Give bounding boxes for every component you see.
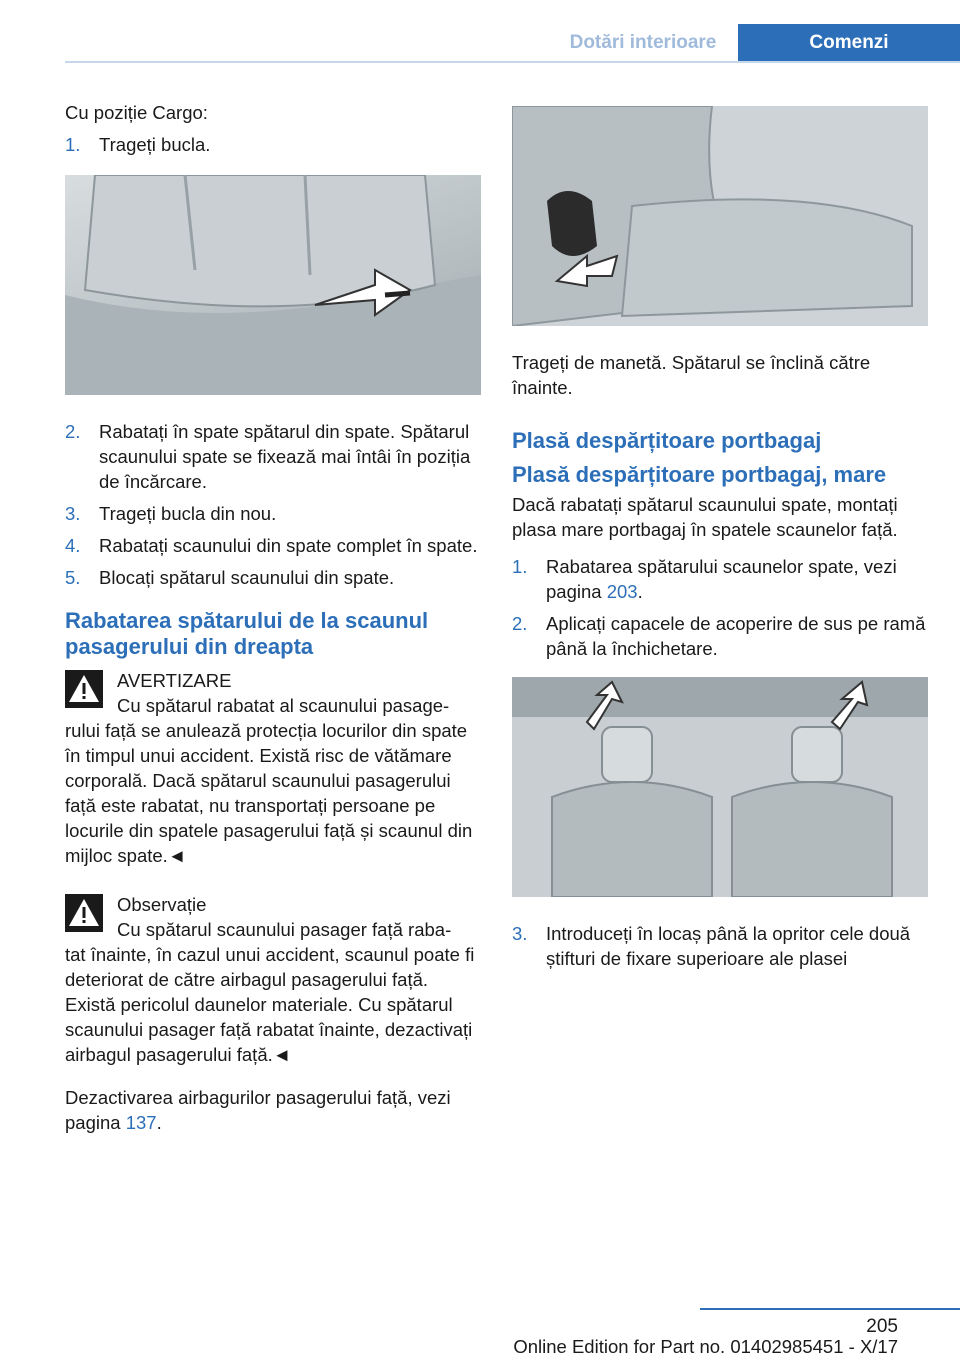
warning-icon bbox=[65, 670, 103, 708]
step-text: Rabatați scaunului din spate complet în spate. bbox=[99, 535, 478, 556]
left-column bbox=[65, 100, 483, 1135]
step-number: 1. bbox=[512, 556, 528, 577]
header-divider bbox=[65, 61, 960, 63]
cargo-intro: Cu poziție Cargo: bbox=[65, 102, 208, 123]
warning-text-first: Cu spătarul rabatat al scaunului pasage- bbox=[117, 695, 450, 716]
airbag-reference bbox=[65, 1085, 483, 1135]
list-item bbox=[65, 501, 483, 526]
list-item bbox=[512, 611, 930, 661]
step-text: Trageți bucla din nou. bbox=[99, 503, 277, 524]
warning-block bbox=[65, 668, 483, 868]
rear-seat-loop-illustration bbox=[65, 175, 481, 395]
notice-text: tat înainte, în cazul unui accident, scaunul poate fi deteriorat de către airbagul pasagerului față. Există pericolul daunelor materiale. Cu spătarul scaunului pasager față rabatat înainte, dezactivați airbagul pasagerului față.◄ bbox=[65, 944, 475, 1065]
right-column bbox=[512, 106, 930, 978]
step-text: Rabatați în spate spătarul din spate. Spătarul scaunului spate se fixează mai întâi în poziția de încărcare. bbox=[99, 421, 471, 492]
tab-dotari-interioare[interactable]: Dotări interioare bbox=[569, 32, 717, 53]
warning-text: rului față se anulează protecția locurilor din spate în timpul unui accident. Există risc de vătămare corporală. Dacă spătarul scaunului pasagerului față este rabatat, nu transportați persoane pe locurile din spatele pasagerului față și scaunul din mijloc spate.◄ bbox=[65, 720, 473, 866]
step-number: 5. bbox=[65, 567, 81, 588]
section-heading: Rabatarea spătarului de la scaunul pasagerului din dreapta bbox=[65, 608, 429, 659]
cargo-net-illustration bbox=[512, 677, 928, 897]
step-text: Introduceți în locaș până la opritor cele două știfturi de fixare superioare ale plasei bbox=[546, 923, 911, 969]
step-text: Blocați spătarul scaunului din spate. bbox=[99, 567, 395, 588]
footer-divider bbox=[700, 1308, 960, 1310]
seat-lever-illustration bbox=[512, 106, 928, 326]
section-heading: Plasă despărțitoare portbagaj bbox=[512, 428, 822, 453]
step-number: 4. bbox=[65, 535, 81, 556]
step-text-body: Rabatarea spătarului scaunelor spate, vezi pagina bbox=[546, 556, 897, 602]
list-item bbox=[65, 565, 483, 590]
list-item bbox=[512, 921, 930, 971]
step-number: 3. bbox=[512, 923, 528, 944]
step-number: 3. bbox=[65, 503, 81, 524]
step-text: Aplicați capacele de acoperire de sus pe ramă până la închichetare. bbox=[546, 613, 926, 659]
warning-icon bbox=[65, 894, 103, 932]
airbag-reference-text: Dezactivarea airbagurilor pasagerului față, vezi pagina bbox=[65, 1087, 451, 1133]
step-number: 2. bbox=[65, 421, 81, 442]
notice-text-first: Cu spătarul scaunului pasager față raba- bbox=[117, 919, 452, 940]
steps-list bbox=[65, 419, 483, 590]
step-text bbox=[546, 554, 930, 604]
page-number: 205 bbox=[866, 1316, 898, 1337]
airbag-reference-end: . bbox=[156, 1112, 162, 1133]
net-intro: Dacă rabatați spătarul scaunului spate, montați plasa mare portbagaj în spatele scaunelor față. bbox=[512, 494, 898, 540]
step-text: Trageți bucla. bbox=[99, 134, 211, 155]
step-number: 1. bbox=[65, 134, 81, 155]
notice-title: Observație bbox=[117, 894, 207, 915]
lever-caption: Trageți de manetă. Spătarul se înclină către înainte. bbox=[512, 352, 871, 398]
page-link-137[interactable]: 137 bbox=[125, 1112, 157, 1133]
edition-footer: Online Edition for Part no. 01402985451 - X/17 bbox=[513, 1336, 898, 1357]
page-link-203[interactable]: 203 bbox=[606, 581, 638, 602]
list-item bbox=[65, 132, 483, 157]
subsection-heading: Plasă despărțitoare portbagaj, mare bbox=[512, 462, 887, 487]
step-text-end: . bbox=[637, 581, 643, 602]
list-item bbox=[512, 554, 930, 604]
list-item bbox=[65, 419, 483, 494]
list-item bbox=[65, 533, 483, 558]
warning-title: AVERTIZARE bbox=[117, 670, 232, 691]
step-number: 2. bbox=[512, 613, 528, 634]
tab-comenzi[interactable]: Comenzi bbox=[738, 24, 960, 62]
notice-block bbox=[65, 892, 483, 1067]
